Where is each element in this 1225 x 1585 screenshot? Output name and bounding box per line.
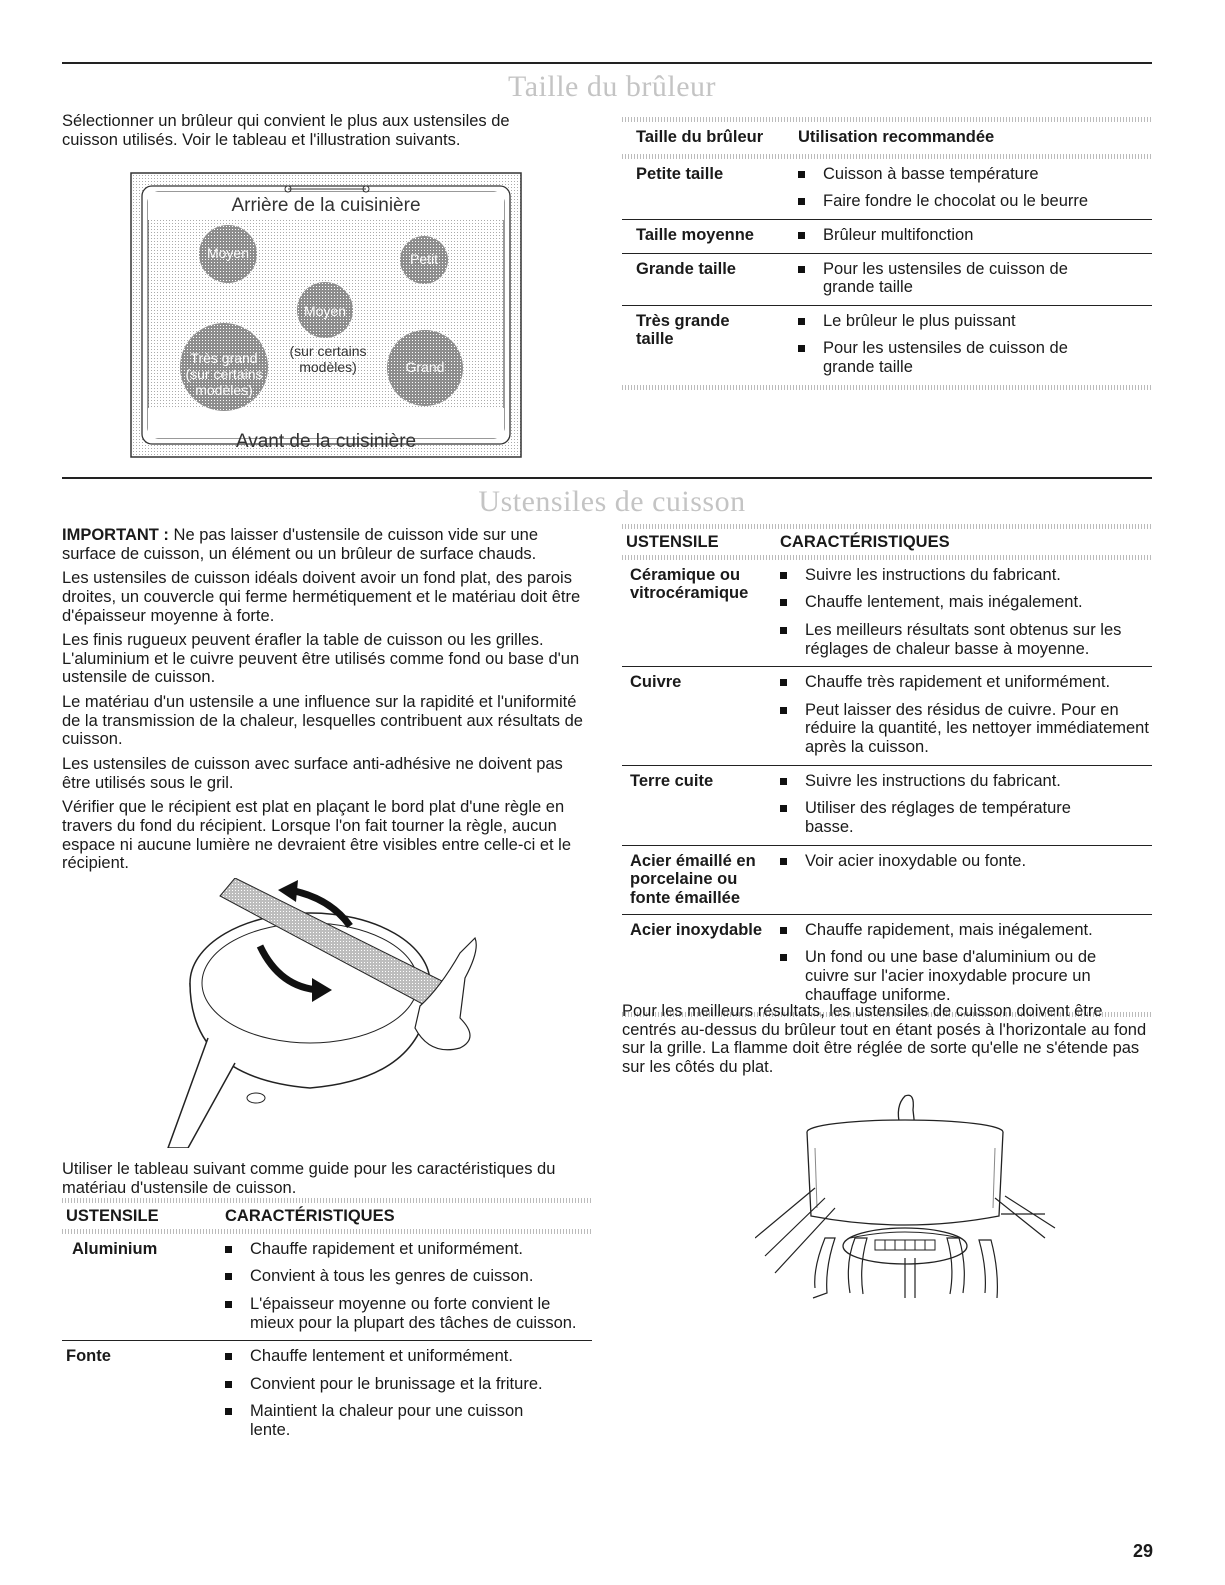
list-item: Chauffe rapidement, mais inégalement. <box>805 920 1093 939</box>
header-caracteristiques: CARACTÉRISTIQUES <box>225 1207 395 1225</box>
list-item: Convient pour le brunissage et la friture. <box>250 1374 543 1393</box>
row-label: Grande taille <box>636 259 736 278</box>
important-label: IMPORTANT : <box>62 526 169 544</box>
bullet-icon <box>780 778 787 785</box>
section-title-cookware: Ustensiles de cuisson <box>478 485 746 518</box>
important-text: Ne pas laisser d'ustensile de cuisson vide sur une surface de cuisson, un élément ou un brûleur de surface chauds. <box>62 526 539 563</box>
section-rule <box>62 477 1152 479</box>
bullet-icon <box>798 232 805 239</box>
table-header <box>622 529 1152 555</box>
table-row <box>622 560 1152 668</box>
table-row <box>622 254 1152 306</box>
burner-size-table <box>622 117 1152 390</box>
list-item: Pour les ustensiles de cuisson de grande taille <box>823 259 1068 297</box>
bullet-icon <box>780 707 787 714</box>
bullet-icon <box>225 1353 232 1360</box>
bullet-icon <box>780 805 787 812</box>
table-row <box>622 667 1152 766</box>
label-tres-grand-1: Très grand <box>190 350 258 366</box>
guide-text: Utiliser le tableau suivant comme guide pour les caractéristiques du matériau d'ustensile de cuisson. <box>62 1160 556 1197</box>
burner-intro-text: Sélectionner un brûleur qui convient le plus aux ustensiles de cuisson utilisés. Voir le tableau et l'illustration suivants. <box>62 112 510 149</box>
paragraph: Les ustensiles de cuisson idéals doivent avoir un fond plat, des parois droites, un couvercle qui ferme hermétiquement et le matériau doit être d'épaisseur moyenne à forte. <box>62 569 581 625</box>
material-table-right <box>622 524 1152 1017</box>
table-row <box>62 1234 592 1342</box>
table-header <box>622 122 1152 154</box>
table-row <box>622 915 1152 1013</box>
bullet-icon <box>225 1408 232 1415</box>
header-ustensile: USTENSILE <box>626 533 719 551</box>
table-row <box>622 220 1152 254</box>
list-item: Convient à tous les genres de cuisson. <box>250 1267 534 1286</box>
row-label: Très grande taille <box>636 311 730 349</box>
list-item: Chauffe rapidement et uniformément. <box>250 1239 524 1258</box>
section-title-burner-size: Taille du brûleur <box>508 70 716 103</box>
pot-on-burner-illustration <box>755 1088 1075 1314</box>
material-table-left <box>62 1198 592 1448</box>
top-rule <box>62 62 1152 64</box>
row-label: Acier émaillé en porcelaine ou fonte émaillée <box>630 851 756 907</box>
bullet-icon <box>780 954 787 961</box>
header-size: Taille du brûleur <box>636 128 764 146</box>
page-number: 29 <box>1132 1541 1153 1561</box>
table-row <box>622 306 1152 385</box>
table-row <box>622 846 1152 915</box>
table-row <box>62 1341 592 1448</box>
list-item: Suivre les instructions du fabricant. <box>805 565 1061 584</box>
bullet-icon <box>225 1381 232 1388</box>
list-item: Chauffe lentement, mais inégalement. <box>805 593 1083 612</box>
paragraph: Les ustensiles de cuisson avec surface anti-adhésive ne doivent pas être utilisés sous le gril. <box>62 755 563 792</box>
diagram-note-2: modèles) <box>299 359 357 375</box>
paragraph: Le matériau d'un ustensile a une influence sur la rapidité et l'uniformité de la transmission de la chaleur, lesquelles contribuent aux résultats de cuisson. <box>62 693 583 749</box>
list-item: L'épaisseur moyenne ou forte convient le mieux pour la plupart des tâches de cuisson. <box>250 1294 577 1332</box>
bullet-icon <box>798 318 805 325</box>
list-item: Faire fondre le chocolat ou le beurre <box>823 192 1089 211</box>
header-ustensile: USTENSILE <box>66 1207 159 1225</box>
list-item: Chauffe très rapidement et uniformément. <box>805 673 1111 692</box>
bullet-icon <box>798 345 805 352</box>
row-label: Taille moyenne <box>636 225 754 244</box>
table-bottom-border <box>622 385 1152 390</box>
bullet-icon <box>225 1273 232 1280</box>
bullet-icon <box>225 1301 232 1308</box>
label-tres-grand-2: (sur certains <box>185 366 263 382</box>
list-item: Les meilleurs résultats sont obtenus sur les réglages de chaleur basse à moyenne. <box>805 620 1122 658</box>
row-label: Cuivre <box>630 673 682 692</box>
cooktop-diagram <box>130 172 522 458</box>
paragraph: Les finis rugueux peuvent érafler la table de cuisson ou les grilles. L'aluminium et le cuivre peuvent être utilisés comme fond ou base d'un ustensile de cuisson. <box>62 631 580 687</box>
list-item: Peut laisser des résidus de cuivre. Pour en réduire la quantité, les nettoyer immédiatement après la cuisson. <box>805 700 1149 757</box>
row-label: Fonte <box>66 1347 111 1366</box>
pan-ruler-illustration <box>160 878 500 1148</box>
bullet-icon <box>780 858 787 865</box>
bullet-icon <box>780 679 787 686</box>
label-moyen-left: Moyen <box>206 245 250 261</box>
list-item: Utiliser des réglages de température basse. <box>805 799 1071 837</box>
list-item: Suivre les instructions du fabricant. <box>805 771 1061 790</box>
row-label: Acier inoxydable <box>630 920 763 939</box>
bullet-icon <box>780 599 787 606</box>
label-petit: Petit <box>409 251 439 267</box>
diagram-back-label: Arrière de la cuisinière <box>231 195 421 216</box>
list-item: Pour les ustensiles de cuisson de grande taille <box>823 339 1068 377</box>
label-grand: Grand <box>405 359 445 375</box>
bullet-icon <box>798 266 805 273</box>
row-label: Céramique ou vitrocéramique <box>630 565 749 603</box>
table-header <box>62 1203 592 1229</box>
bullet-icon <box>780 927 787 934</box>
label-tres-grand-3: modèles) <box>195 382 253 398</box>
header-use: Utilisation recommandée <box>798 128 995 146</box>
bullet-icon <box>780 572 787 579</box>
list-item: Voir acier inoxydable ou fonte. <box>805 851 1027 870</box>
cookware-text-column <box>62 526 592 879</box>
label-moyen-center: Moyen <box>303 303 347 319</box>
important-paragraph <box>62 526 592 563</box>
table-row <box>622 766 1152 846</box>
table-row <box>622 159 1152 220</box>
header-caracteristiques: CARACTÉRISTIQUES <box>780 533 950 551</box>
list-item: Chauffe lentement et uniformément. <box>250 1347 513 1366</box>
diagram-front-label: Avant de la cuisinière <box>235 431 417 452</box>
list-item: Maintient la chaleur pour une cuisson lente. <box>250 1402 524 1440</box>
list-item: Brûleur multifonction <box>823 225 974 244</box>
paragraph: Vérifier que le récipient est plat en plaçant le bord plat d'une règle en travers du fond du récipient. Lorsque l'on fait tourner la règle, aucun espace ni aucune lumière ne devraient être visibles entre celle-ci et le récipient. <box>62 798 572 873</box>
list-item: Un fond ou une base d'aluminium ou de cuivre sur l'acier inoxydable procure un chauffage uniforme. <box>805 948 1097 1004</box>
bullet-icon <box>225 1246 232 1253</box>
diagram-note-1: (sur certains <box>289 343 367 359</box>
bullet-icon <box>798 171 805 178</box>
bullet-icon <box>780 627 787 634</box>
list-item: Cuisson à basse température <box>823 164 1039 183</box>
bullet-icon <box>798 198 805 205</box>
row-label: Aluminium <box>72 1239 158 1258</box>
row-label: Terre cuite <box>630 771 714 790</box>
list-item: Le brûleur le plus puissant <box>823 311 1016 330</box>
result-text: Pour les meilleurs résultats, les ustensiles de cuisson doivent être centrés au-dessus du brûleur tout en étant posés à l'horizontale au fond sur la grille. La flamme doit être réglée de sorte qu'elle ne s'étende pas sur les côtés du plat. <box>622 1002 1147 1076</box>
row-label: Petite taille <box>636 164 724 183</box>
